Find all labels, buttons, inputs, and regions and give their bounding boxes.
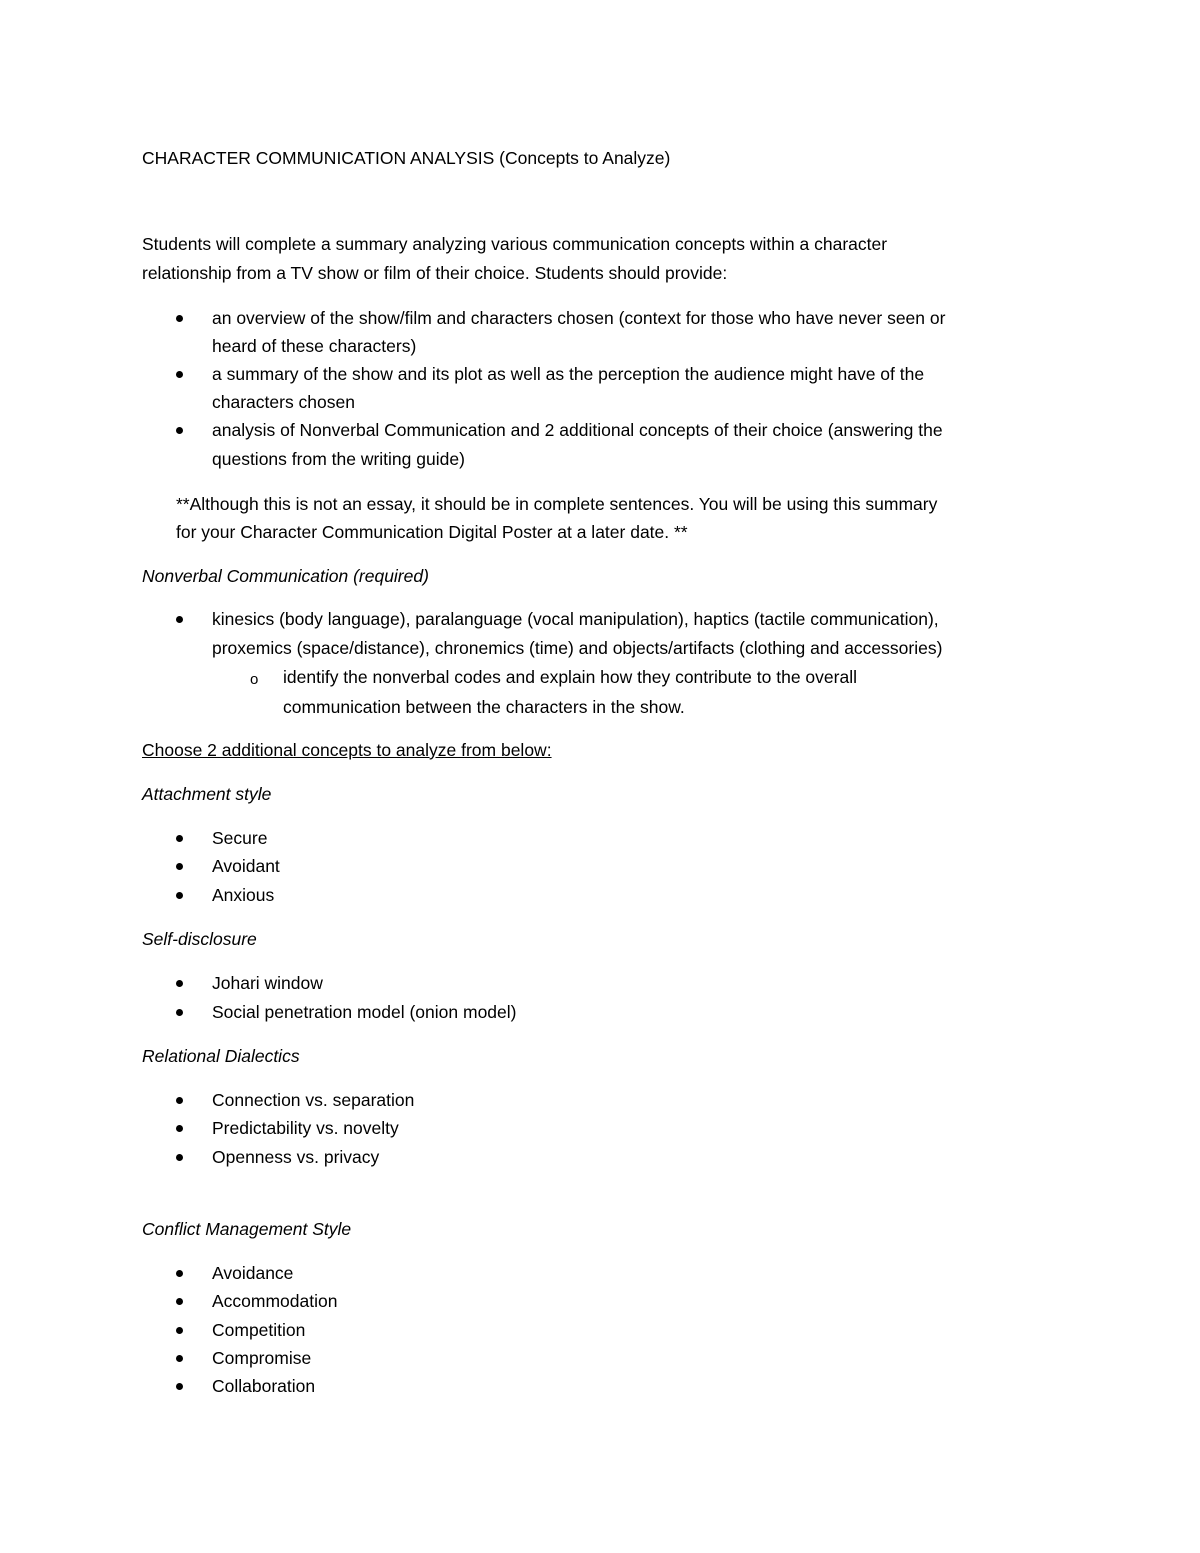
document-title: CHARACTER COMMUNICATION ANALYSIS (Concepts to Analyze) (142, 148, 671, 168)
choose-heading: Choose 2 additional concepts to analyze from below: (142, 740, 552, 760)
list-item: Avoidance (212, 1263, 294, 1283)
list-item-continuation: proxemics (space/distance), chronemics (time) and objects/artifacts (clothing and accessories) (212, 638, 943, 658)
list-item: Secure (212, 828, 268, 848)
note-line: **Although this is not an essay, it should be in complete sentences. You will be using this summary (176, 494, 938, 514)
bullet-icon (176, 1125, 183, 1132)
bullet-icon (176, 892, 183, 899)
list-item: an overview of the show/film and characters chosen (context for those who have never seen or (212, 308, 946, 328)
list-item: a summary of the show and its plot as well as the perception the audience might have of the (212, 364, 925, 384)
list-item: Anxious (212, 885, 275, 905)
bullet-icon (176, 1298, 183, 1305)
list-item: Connection vs. separation (212, 1090, 415, 1110)
bullet-icon (176, 1097, 183, 1104)
section-heading-attachment: Attachment style (142, 784, 272, 804)
note-line: for your Character Communication Digital Poster at a later date. ** (176, 522, 688, 542)
bullet-icon (176, 1009, 183, 1016)
section-heading-conflict-management: Conflict Management Style (142, 1219, 352, 1239)
sub-list-item-continuation: communication between the characters in the show. (283, 697, 685, 717)
list-item: Collaboration (212, 1376, 316, 1396)
bullet-icon (176, 980, 183, 987)
section-heading-relational-dialectics: Relational Dialectics (142, 1046, 300, 1066)
bullet-icon (176, 616, 183, 623)
list-item-continuation: questions from the writing guide) (212, 449, 465, 469)
list-item: Compromise (212, 1348, 312, 1368)
bullet-icon (176, 1355, 183, 1362)
list-item: Predictability vs. novelty (212, 1118, 399, 1138)
bullet-icon (176, 315, 183, 322)
bullet-icon (176, 427, 183, 434)
bullet-icon (176, 1154, 183, 1161)
bullet-icon (176, 1383, 183, 1390)
list-item: analysis of Nonverbal Communication and 2 additional concepts of their choice (answering the (212, 420, 943, 440)
intro-line: relationship from a TV show or film of their choice. Students should provide: (142, 263, 728, 283)
list-item: Avoidant (212, 856, 280, 876)
list-item: Openness vs. privacy (212, 1147, 380, 1167)
list-item: Johari window (212, 973, 323, 993)
bullet-icon (176, 835, 183, 842)
section-heading-nonverbal: Nonverbal Communication (required) (142, 566, 429, 586)
list-item-continuation: characters chosen (212, 392, 355, 412)
bullet-icon (176, 371, 183, 378)
section-heading-self-disclosure: Self-disclosure (142, 929, 257, 949)
list-item: Accommodation (212, 1291, 338, 1311)
bullet-icon (176, 863, 183, 870)
bullet-icon (176, 1270, 183, 1277)
sub-list-item: identify the nonverbal codes and explain how they contribute to the overall (283, 667, 857, 687)
list-item-continuation: heard of these characters) (212, 336, 417, 356)
intro-line: Students will complete a summary analyzing various communication concepts within a character (142, 234, 888, 254)
bullet-icon (176, 1327, 183, 1334)
list-item: kinesics (body language), paralanguage (vocal manipulation), haptics (tactile communication), (212, 609, 939, 629)
sub-bullet-marker: o (250, 671, 259, 688)
list-item: Social penetration model (onion model) (212, 1002, 517, 1022)
list-item: Competition (212, 1320, 306, 1340)
